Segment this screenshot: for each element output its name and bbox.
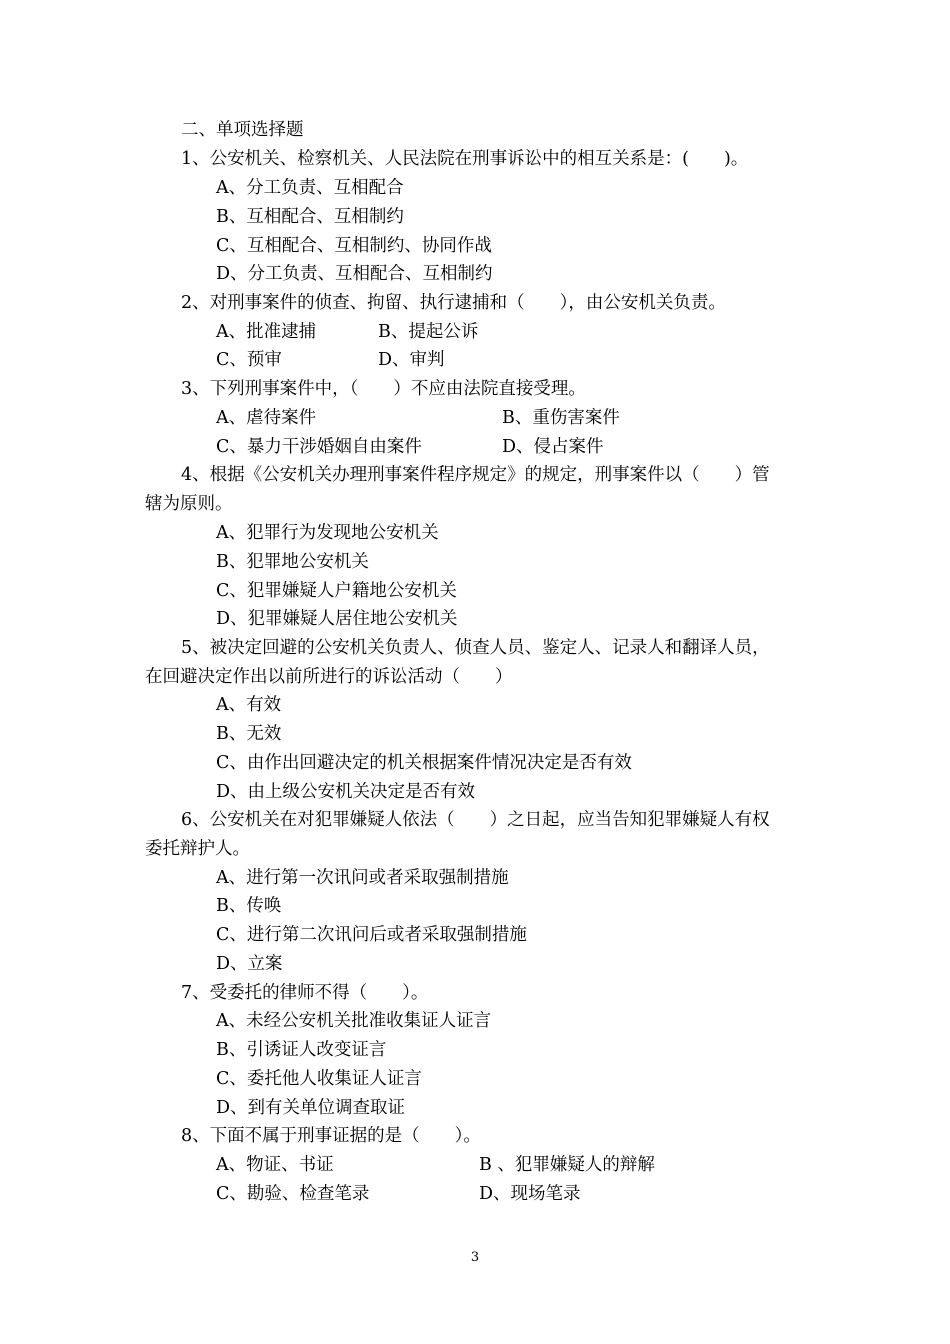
question-3: 3、下列刑事案件中，（ ）不应由法院直接受理。: [181, 379, 586, 399]
q2-option-b: B、提起公诉: [378, 322, 479, 342]
q5-option-b: B、无效: [216, 724, 282, 744]
q6-option-b: B、传唤: [216, 896, 282, 916]
question-1: 1、公安机关、检察机关、人民法院在刑事诉讼中的相互关系是：( )。: [181, 149, 749, 169]
q4-option-b: B、犯罪地公安机关: [216, 552, 369, 572]
q7-option-d: D、到有关单位调查取证: [216, 1098, 406, 1118]
q1-option-b: B、互相配合、互相制约: [216, 207, 404, 227]
section-title: 二、单项选择题: [181, 120, 304, 140]
q6-option-c: C、进行第二次讯问后或者采取强制措施: [216, 925, 527, 945]
question-6-line-1: 6、公安机关在对犯罪嫌疑人依法（ ）之日起，应当告知犯罪嫌疑人有权: [181, 810, 770, 830]
q7-option-c: C、委托他人收集证人证言: [216, 1069, 422, 1089]
q5-option-a: A、有效: [216, 695, 282, 715]
q8-option-c: C、勘验、检查笔录: [216, 1184, 370, 1204]
question-8: 8、下面不属于刑事证据的是（ ）。: [181, 1126, 481, 1146]
q3-option-c: C、暴力干涉婚姻自由案件: [216, 437, 422, 457]
question-4-line-1: 4、根据《公安机关办理刑事案件程序规定》的规定，刑事案件以（ ）管: [181, 465, 770, 485]
q8-option-d: D、现场笔录: [479, 1184, 581, 1204]
question-6-line-2: 委托辩护人。: [145, 839, 250, 859]
q1-option-a: A、分工负责、互相配合: [216, 178, 404, 198]
question-7: 7、受委托的律师不得（ ）。: [181, 983, 429, 1003]
question-5-line-1: 5、被决定回避的公安机关负责人、侦查人员、鉴定人、记录人和翻译人员，: [181, 638, 770, 658]
q2-option-a: A、批准逮捕: [216, 322, 317, 342]
question-2: 2、对刑事案件的侦查、拘留、执行逮捕和（ ），由公安机关负责。: [181, 293, 726, 313]
q3-option-a: A、虐待案件: [216, 408, 317, 428]
question-5-line-2: 在回避决定作出以前所进行的诉讼活动（ ）: [145, 667, 513, 687]
page-number: 3: [470, 1250, 480, 1265]
q1-option-c: C、互相配合、互相制约、协同作战: [216, 236, 492, 256]
q4-option-c: C、犯罪嫌疑人户籍地公安机关: [216, 581, 457, 601]
q8-option-a: A、物证、书证: [216, 1155, 334, 1175]
q6-option-d: D、立案: [216, 954, 283, 974]
q7-option-a: A、未经公安机关批准收集证人证言: [216, 1011, 492, 1031]
q7-option-b: B、引诱证人改变证言: [216, 1040, 387, 1060]
q4-option-a: A、犯罪行为发现地公安机关: [216, 523, 439, 543]
q4-option-d: D、犯罪嫌疑人居住地公安机关: [216, 609, 458, 629]
question-4-line-2: 辖为原则。: [145, 494, 233, 514]
q2-option-d: D、审判: [378, 350, 445, 370]
q6-option-a: A、进行第一次讯问或者采取强制措施: [216, 868, 509, 888]
q1-option-d: D、分工负责、互相配合、互相制约: [216, 264, 493, 284]
q5-option-c: C、由作出回避决定的机关根据案件情况决定是否有效: [216, 753, 632, 773]
q8-option-b: B 、犯罪嫌疑人的辩解: [479, 1155, 655, 1175]
q2-option-c: C、预审: [216, 350, 282, 370]
q5-option-d: D、由上级公安机关决定是否有效: [216, 782, 476, 802]
q3-option-d: D、侵占案件: [502, 437, 604, 457]
q3-option-b: B、重伤害案件: [502, 408, 620, 428]
